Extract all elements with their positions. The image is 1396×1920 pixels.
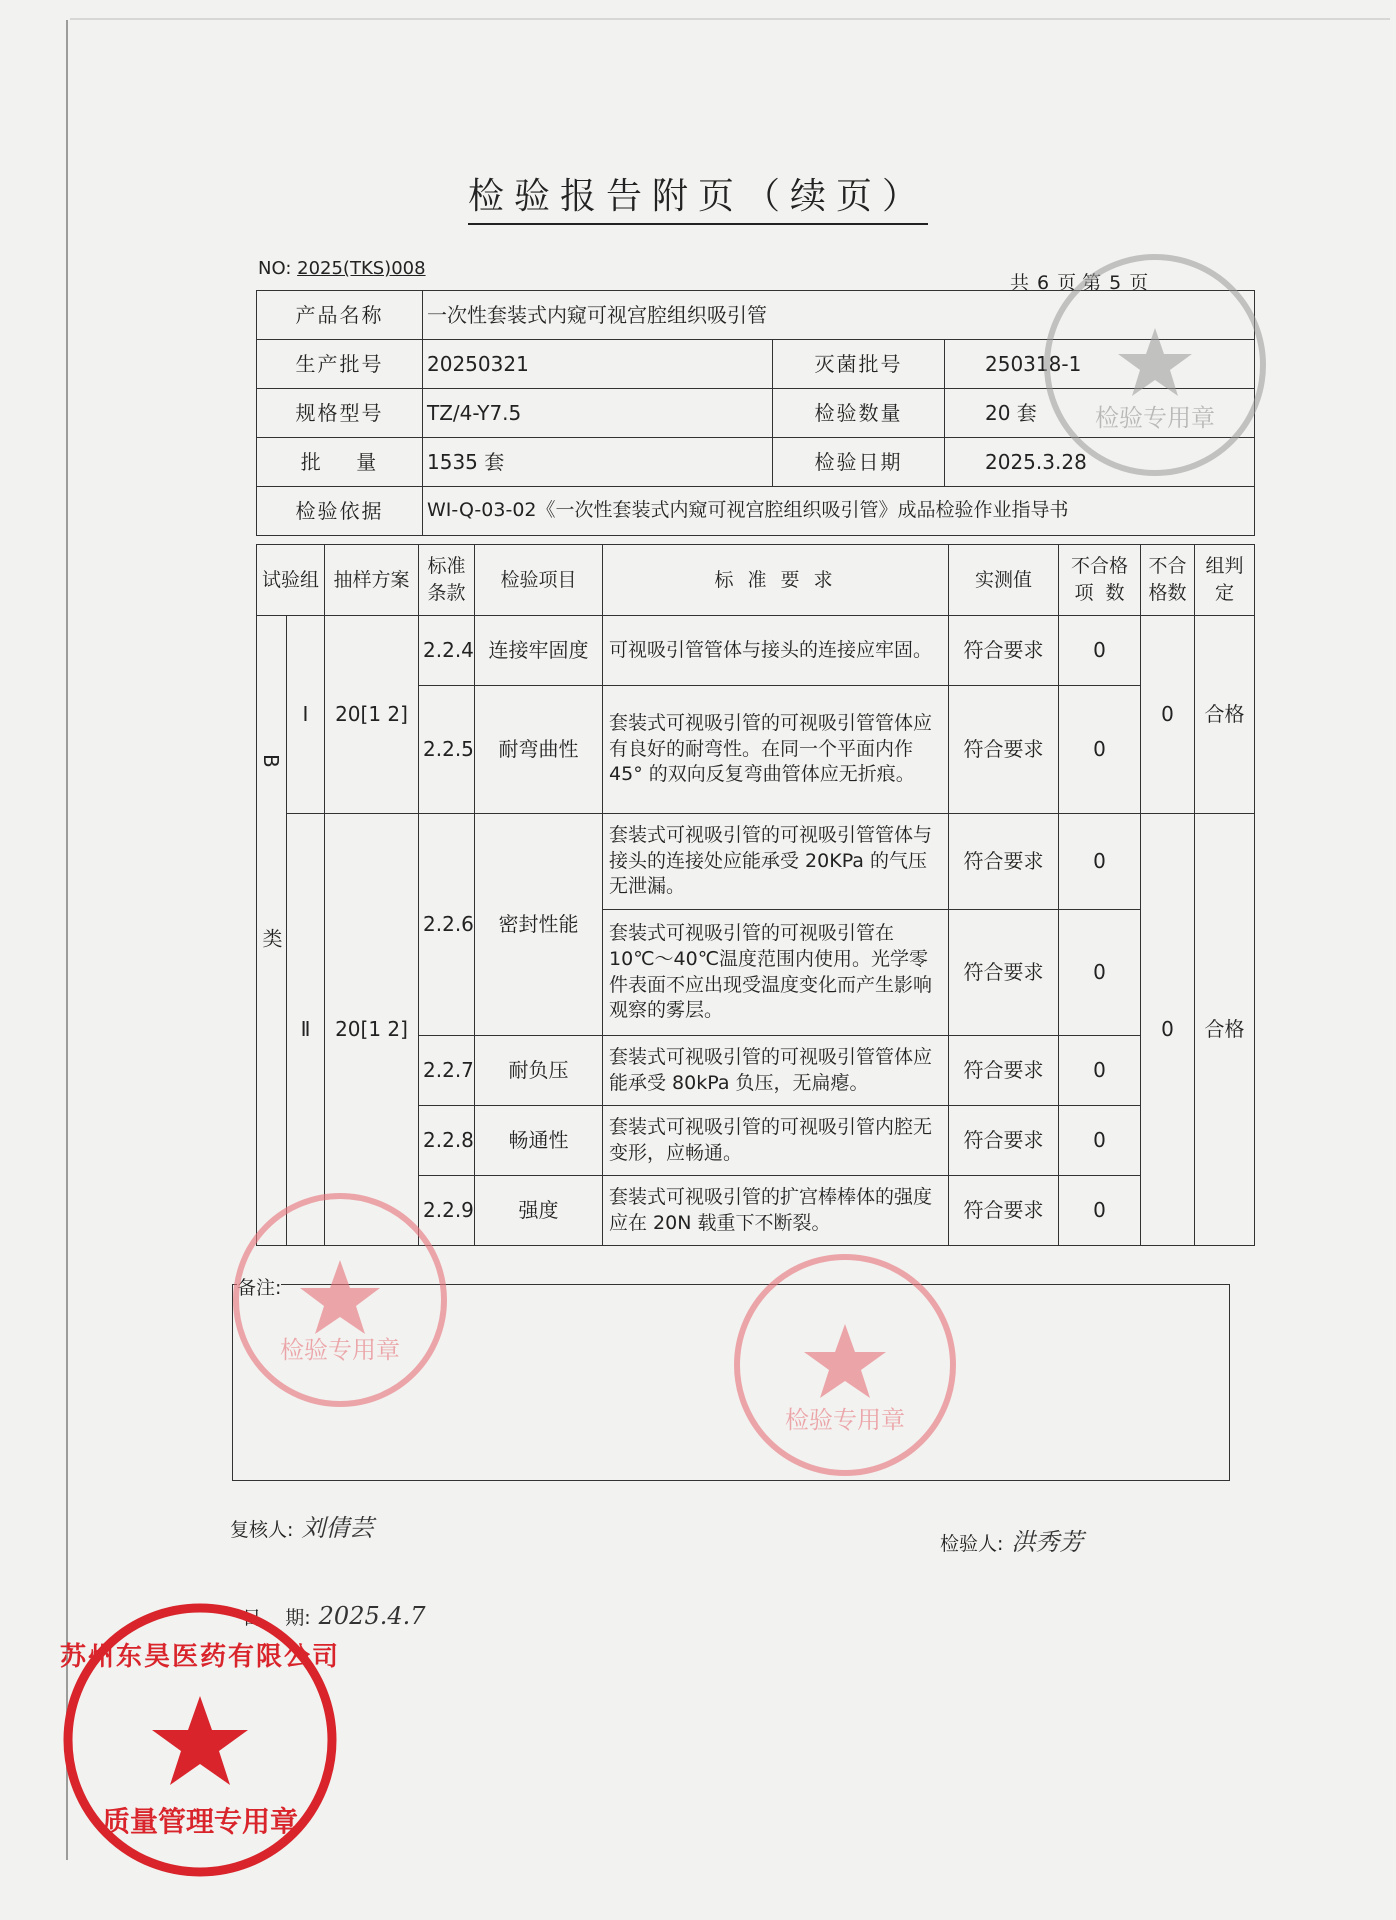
gray-inspection-stamp: 检验专用章 [1040, 250, 1270, 480]
page-title: 检验报告附页（续页） [0, 168, 1396, 219]
nonconform-items-cell: 0 [1059, 814, 1141, 910]
page-info: 共 6 页 第 5 页 [1010, 272, 1149, 294]
red-inspection-stamp-left: 检验专用章 [230, 1190, 450, 1410]
inspection-items-table [256, 544, 1255, 1246]
clause-cell: 2.2.4 [419, 616, 475, 686]
clause-cell: 2.2.7 [419, 1036, 475, 1106]
inspector-handwriting: 洪秀芳 [1011, 1528, 1084, 1556]
table-row [257, 814, 1255, 910]
header-nonconform-items: 不合格项 数 [1059, 545, 1141, 616]
date-handwriting: 2025.4.7 [318, 1602, 426, 1630]
measured-cell: 符合要求 [949, 814, 1059, 910]
red-inspection-stamp-right: 检验专用章 [730, 1250, 960, 1480]
test-date-label: 检验日期 [773, 438, 945, 487]
table-header-row [257, 545, 1255, 616]
item-cell: 密封性能 [475, 814, 603, 1036]
sterile-batch-label: 灭菌批号 [773, 340, 945, 389]
group1-judgement: 合格 [1195, 616, 1255, 814]
measured-cell: 符合要求 [949, 1106, 1059, 1176]
requirement-cell: 套装式可视吸引管的可视吸引管管体应能承受 80kPa 负压，无扁瘪。 [603, 1036, 949, 1106]
measured-cell: 符合要求 [949, 1036, 1059, 1106]
requirement-cell: 可视吸引管管体与接头的连接应牢固。 [603, 616, 949, 686]
basis-value: WI-Q-03-02《一次性套装式内窥可视宫腔组织吸引管》成品检验作业指导书 [423, 487, 1255, 536]
row-basis [257, 487, 1255, 536]
nonconform-items-cell: 0 [1059, 1036, 1141, 1106]
group1-sampling: 20[1 2] [325, 616, 419, 814]
date-line: 日 期: 2025.4.7 [242, 1602, 426, 1630]
group2-sampling: 20[1 2] [325, 814, 419, 1246]
measured-cell: 符合要求 [949, 910, 1059, 1036]
table-row [257, 616, 1255, 686]
group2-id: Ⅱ [287, 814, 325, 1246]
category-cell: B类 [257, 616, 287, 1246]
item-cell: 畅通性 [475, 1106, 603, 1176]
quality-management-stamp: 苏州东昊医药有限公司 质量管理专用章 [60, 1600, 340, 1880]
requirement-cell: 套装式可视吸引管的可视吸引管在 10℃～40℃温度范围内使用。光学零件表面不应出现受温度变化而产生影响观察的雾层。 [603, 910, 949, 1036]
group2-nonconform-count: 0 [1141, 814, 1195, 1246]
group2-judgement: 合格 [1195, 814, 1255, 1246]
header-group: 试验组 [257, 545, 325, 616]
model-value: TZ/4-Y7.5 [423, 389, 773, 438]
clause-cell: 2.2.8 [419, 1106, 475, 1176]
item-cell: 强度 [475, 1176, 603, 1246]
measured-cell: 符合要求 [949, 1176, 1059, 1246]
header-judgement: 组判定 [1195, 545, 1255, 616]
reviewer-signature: 复核人: 刘倩芸 [230, 1514, 374, 1542]
measured-cell: 符合要求 [949, 686, 1059, 814]
nonconform-items-cell: 0 [1059, 1106, 1141, 1176]
clause-cell: 2.2.6 [419, 814, 475, 1036]
group1-id: Ⅰ [287, 616, 325, 814]
nonconform-items-cell: 0 [1059, 1176, 1141, 1246]
header-nonconform-count: 不合格数 [1141, 545, 1195, 616]
batch-value: 20250321 [423, 340, 773, 389]
header-item: 检验项目 [475, 545, 603, 616]
requirement-cell: 套装式可视吸引管的可视吸引管内腔无变形，应畅通。 [603, 1106, 949, 1176]
lot-size-value: 1535 套 [423, 438, 773, 487]
lot-size-label: 批 量 [257, 438, 423, 487]
header-requirement: 标 准 要 求 [603, 545, 949, 616]
sterile-batch-value: 250318-1 [945, 340, 1255, 389]
product-name-value: 一次性套装式内窥可视宫腔组织吸引管 [423, 291, 1255, 340]
requirement-cell: 套装式可视吸引管的可视吸引管管体与接头的连接处应能承受 20KPa 的气压无泄漏。 [603, 814, 949, 910]
nonconform-items-cell: 0 [1059, 910, 1141, 1036]
inspector-signature: 检验人: 洪秀芳 [940, 1528, 1084, 1556]
batch-label: 生产批号 [257, 340, 423, 389]
header-measured: 实测值 [949, 545, 1059, 616]
header-clause: 标准条款 [419, 545, 475, 616]
requirement-cell: 套装式可视吸引管的扩宫棒棒体的强度应在 20N 载重下不断裂。 [603, 1176, 949, 1246]
sample-qty-value: 20 套 [945, 389, 1255, 438]
reviewer-handwriting: 刘倩芸 [301, 1514, 374, 1542]
test-date-value: 2025.3.28 [945, 438, 1255, 487]
clause-cell: 2.2.5 [419, 686, 475, 814]
scan-edge [66, 20, 68, 1860]
group1-nonconform-count: 0 [1141, 616, 1195, 814]
nonconform-items-cell: 0 [1059, 686, 1141, 814]
product-name-label: 产品名称 [257, 291, 423, 340]
basis-label: 检验依据 [257, 487, 423, 536]
scan-top-edge [70, 18, 1390, 20]
nonconform-items-cell: 0 [1059, 616, 1141, 686]
sample-qty-label: 检验数量 [773, 389, 945, 438]
model-label: 规格型号 [257, 389, 423, 438]
remark-label: 备注: [237, 1273, 281, 1300]
item-cell: 连接牢固度 [475, 616, 603, 686]
item-cell: 耐负压 [475, 1036, 603, 1106]
requirement-cell: 套装式可视吸引管的可视吸引管管体应有良好的耐弯性。在同一个平面内作 45° 的双向反复弯曲管体应无折痕。 [603, 686, 949, 814]
measured-cell: 符合要求 [949, 616, 1059, 686]
report-number: NO: 2025(TKS)008 [258, 258, 426, 279]
header-sampling: 抽样方案 [325, 545, 419, 616]
clause-cell: 2.2.9 [419, 1176, 475, 1246]
item-cell: 耐弯曲性 [475, 686, 603, 814]
